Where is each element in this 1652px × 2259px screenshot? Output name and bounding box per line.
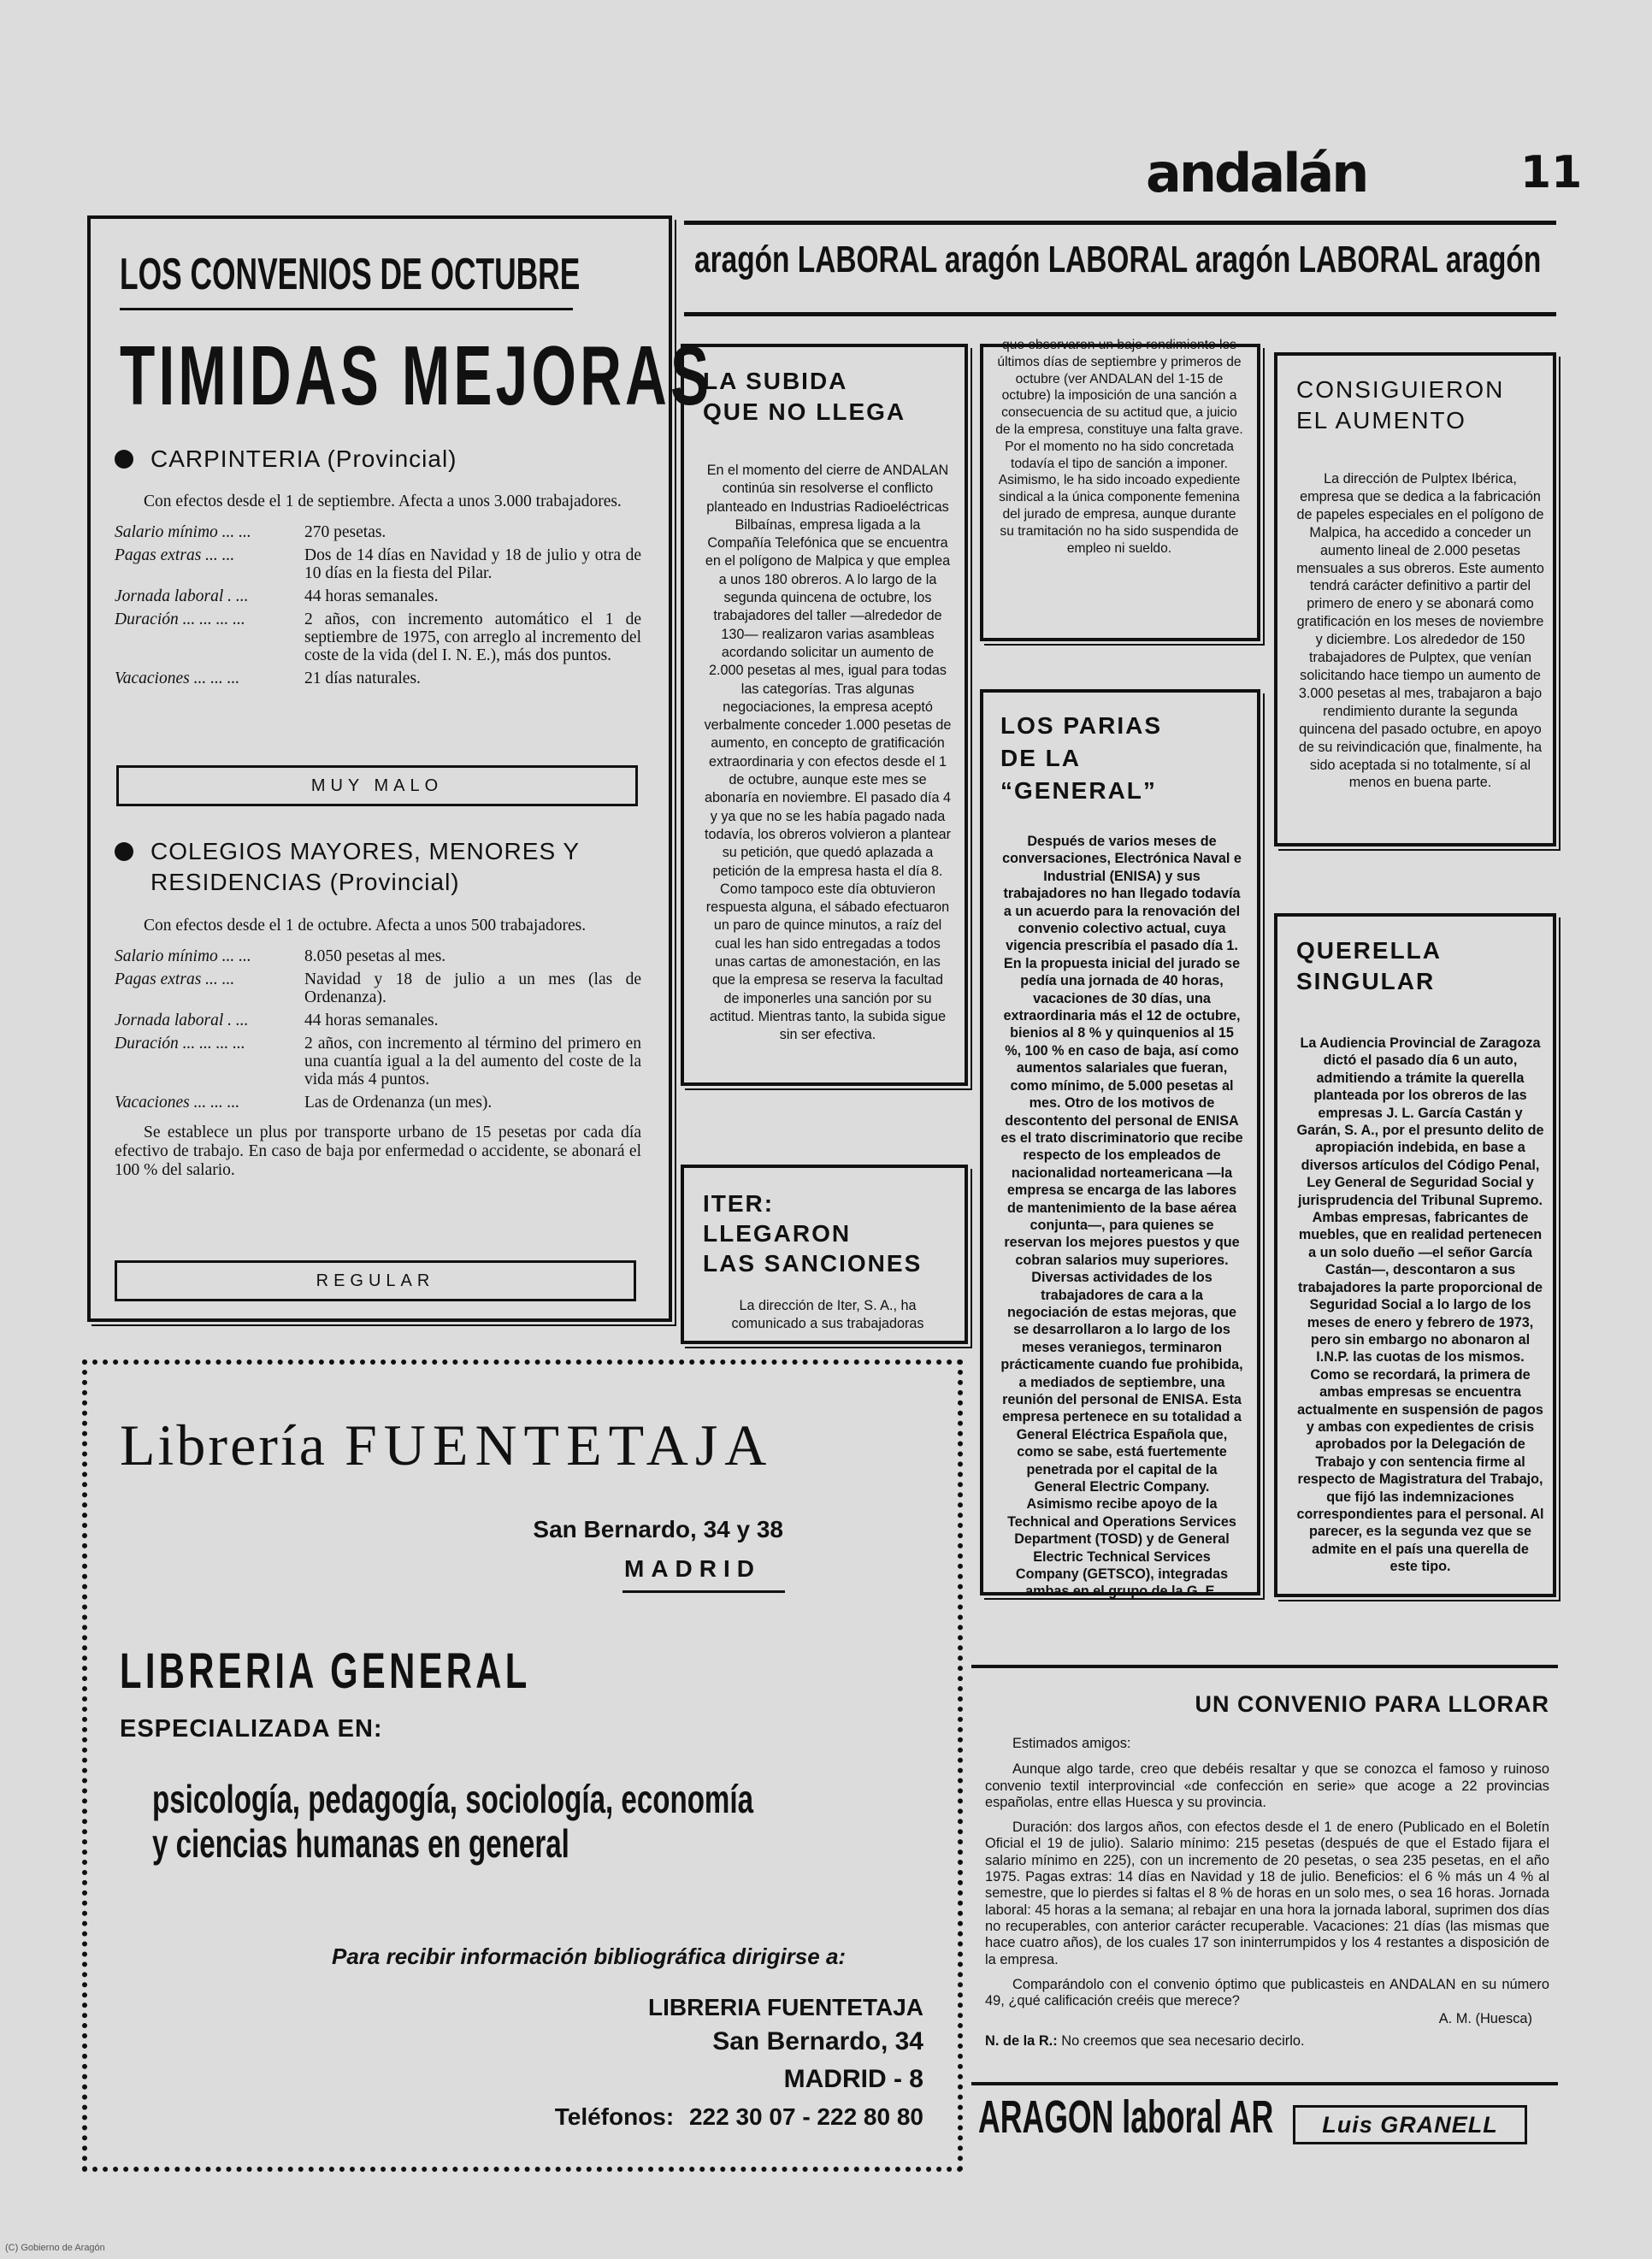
nota-label: N. de la R.: <box>985 2032 1058 2049</box>
row-label: Salario mínimo ... ... <box>115 523 251 541</box>
banner: aragón LABORAL aragón LABORAL aragón LABORAL aragón <box>694 239 1542 280</box>
title-line: DE LA “GENERAL” <box>1000 745 1157 804</box>
verdict-muy-malo: MUY MALO <box>116 765 638 806</box>
section-title-text: CARPINTERIA (Provincial) <box>150 445 457 472</box>
row-value: 21 días naturales. <box>304 669 421 687</box>
iter-title <box>703 1188 953 1278</box>
carta-rule <box>971 1665 1558 1668</box>
row-salario <box>115 947 641 965</box>
phones-label: Teléfonos: <box>554 2103 675 2130</box>
ad-city-underline <box>622 1590 785 1593</box>
kicker-underline <box>120 308 573 310</box>
row-label: Vacaciones ... ... ... <box>115 1094 240 1112</box>
querella-title <box>1296 935 1544 997</box>
row-duracion <box>115 1035 641 1088</box>
masthead-logo: andalán <box>1146 142 1367 204</box>
iter-cont-column <box>995 337 1243 557</box>
row-label: Jornada laboral . ... <box>115 1012 249 1029</box>
ad-general: LIBRERIA GENERAL <box>120 1643 531 1699</box>
subida-body: En el momento del cierre de ANDALAN continúa sin resolverse el conflicto planteado en Industrias Radioeléctricas Bilbaínas, empresa ligada a la Compañía Telefónica que se encuentra en el polígono de Malpica y que emplea a unos 180 obreros. A lo largo de la segunda quincena de octubre, los trabajadores del taller —alrededor de 130— realizaron varias asambleas acordando solicitar un aumento de 2.000 pesetas al mes, igual para todas las categorías. Tras algunas negociaciones, la empresa aceptó verbalmente conceder 1.000 pesetas de aumento, en concepto de gratificación extraordinaria y con efectos desde el 1 de octubre, aunque este mes se abonaría en noviembre. El pasado día 4 y ya que no se les había pagado nada todavía, los obreros volvieron a plantear su petición, que quedó aplazada a petición de la empresa hasta el día 8. Como tampoco este día obtuvieron respuesta alguna, el sábado efectuaron un paro de quince minutos, a raíz del cual les han sido entregadas a todos unas cartas de amonestación, en las que la empresa se reserva la facultad de imponerles una sanción por su actitud. Mientras tanto, la subida sigue sin ser efectiva. <box>704 463 952 1043</box>
section-title <box>115 445 641 474</box>
title-line: ITER: <box>703 1190 775 1217</box>
ad-address: San Bernardo, 34 y 38 <box>533 1516 783 1542</box>
banner-rule-bottom <box>684 312 1556 316</box>
row-label: Jornada laboral . ... <box>115 587 249 605</box>
row-label: Vacaciones ... ... ... <box>115 669 240 687</box>
page-number: 11 <box>1520 147 1583 198</box>
title-line: LA SUBIDA <box>703 368 848 394</box>
carta-title: UN CONVENIO PARA LLORAR <box>1195 1691 1549 1717</box>
consiguieron-body: La dirección de Pulptex Ibérica, empresa que se dedica a la fabricación de papeles especiales en el polígono de Malpica, ha accedido a conceder un aumento lineal de 2.000 pesetas mensuales a sus obreros. Este aumento tendrá carácter definitivo a partir del primero de enero y se abonará como gratificación en los meses de noviembre y diciembre. Los alrededor de 150 trabajadores de Pulptex, que venían solicitando hace tiempo un aumento de 3.000 pesetas al mes, trabajaron a bajo rendimiento durante la segunda quincena del pasado octubre, en apoyo de su reivindicación que, finalmente, ha sido aceptada si no totalmente, sí al menos en buena parte. <box>1296 471 1544 791</box>
iter-body-start: La dirección de Iter, S. A., ha comunicado a sus trabajadoras <box>731 1298 924 1331</box>
parias-body: Después de varios meses de conversaciones, Electrónica Naval e Industrial (ENISA) y sus trabajadores no han llegado todavía a un acuerdo para la renovación del convenio colectivo actual, cuya vigencia prescribía el pasado día 1. En la propuesta inicial del jurado se pedía una jornada de 40 horas, vacaciones de 30 días, una extraordinaria más el 12 de octubre, bienios al 8 % y quinquenios al 15 %, 100 % en caso de baja, así como aumentos salariales que fueran, como mínimo, de 5.000 pesetas al mes. Otro de los motivos de descontento del personal de ENISA es el trato discriminatorio que recibe respecto de los empleados de nacionalidad norteamericana —la empresa se encarga de las labores de mantenimiento de la base aérea conjunta—, para quienes se reservan los mejores puestos y que cobran salarios muy superiores. Diversas actividades de los trabajadores de cara a la negociación de estas mejoras, que se desarrollaron a lo largo de los meses veraniegos, terminaron prácticamente cuando fue prohibida, a mediados de septiembre, una reunión del personal de ENISA. Esta empresa pertenece en su totalidad a General Eléctrica Española que, como se sabe, está fuertemente penetrada por el capital de la General Electric Company. Asimismo recibe apoyo de la Technical and Operations Services Department (TOSD) y de General Electric Technical Services Company (GETSCO), integradas ambas en el grupo de la G. E. <box>1000 834 1243 1600</box>
bullet-icon <box>115 450 133 469</box>
carta-paragraph: Aunque algo tarde, creo que debéis resaltar y que se conozca el famoso y ruinoso convenio textil interprovincial «de confección en serie» que acoge a 22 provincias españolas, entre ellas Huesca y su provincia. <box>985 1761 1549 1810</box>
row-vacaciones <box>115 1094 641 1112</box>
carta-nota <box>985 2033 1549 2050</box>
section-note: Se establece un plus por transporte urbano de 15 pesetas por cada día efectivo de trabajo. En caso de baja por enfermedad o accidente, se abonará el 100 % del salario. <box>115 1124 641 1179</box>
carta-paragraph: Comparándolo con el convenio óptimo que publicasteis en ANDALAN en su número 49, ¿qué calificación creéis que merece? <box>985 1976 1549 2009</box>
convenios-kicker: LOS CONVENIOS DE OCTUBRE <box>120 250 581 299</box>
row-value: 8.050 pesetas al mes. <box>304 947 446 965</box>
title-line: LLEGARON <box>703 1220 852 1247</box>
row-label: Duración ... ... ... ... <box>115 610 245 628</box>
querella-body: La Audiencia Provincial de Zaragoza dictó el pasado día 6 un auto, admitiendo a trámite la querella planteada por los obreros de las empresas J. L. García Castán y Garán, S. A., por el presunto delito de apropiación indebida, en base a diversos artículos del Código Penal, Ley General de Seguridad Social y jurisprudencia del Tribunal Supremo. Ambas empresas, fabricantes de muebles, que en realidad pertenecen a un solo dueño —el señor García Castán—, descontaron a sus trabajadores la parte proporcional de Seguridad Social a lo largo de los meses de enero y febrero de 1973, pero sin embargo no abonaron al I.N.P. las cuotas de los mismos. Como se recordará, la primera de ambas empresas se encuentra actualmente en suspensión de pagos y ambas con expedientes de crisis aprobados por la Delegación de Trabajo y con sentencia firme al respecto de Magistratura del Trabajo, que fijó las indemnizaciones correspondientes para el personal. Al parecer, es la segunda vez que se admite en el país una querella de este tipo. <box>1296 1035 1544 1575</box>
contact-address: San Bernardo, 34 <box>712 2027 923 2056</box>
ad-city: MADRID <box>624 1555 761 1582</box>
ad-name <box>120 1411 773 1479</box>
verdict-regular: REGULAR <box>115 1260 636 1301</box>
row-value: 44 horas semanales. <box>304 587 439 605</box>
section-intro: Con efectos desde el 1 de octubre. Afecta a unos 500 trabajadores. <box>144 917 587 935</box>
title-line: SINGULAR <box>1296 968 1436 994</box>
consiguieron-column <box>1296 375 1544 792</box>
contact-city: MADRID - 8 <box>783 2065 923 2093</box>
footer-rule <box>971 2082 1558 2085</box>
row-jornada <box>115 587 641 605</box>
row-value: Las de Ordenanza (un mes). <box>304 1094 493 1112</box>
carta-body <box>985 1736 1549 2050</box>
row-pagas <box>115 970 641 1006</box>
carta-greeting: Estimados amigos: <box>1012 1736 1131 1751</box>
row-label: Pagas extras ... ... <box>115 970 235 988</box>
carta-signature: A. M. (Huesca) <box>1438 2011 1532 2027</box>
topics-line: psicología, pedagogía, sociología, economía <box>152 1777 754 1821</box>
section-colegios <box>115 836 641 1180</box>
contact-phones <box>479 2098 923 2136</box>
row-label: Duración ... ... ... ... <box>115 1035 245 1053</box>
iter-body-cont: que observaron un bajo rendimiento los últimos días de septiembre y primeros de octubre (ver ANDALAN del 1-15 de octubre) la imposición de una sanción a consecuencia de su actitud que, a juicio de la empresa, constituye una falta grave. Por el momento no ha sido concretada todavía el tipo de sanción a imponer. Asimismo, le ha sido incoado expediente sindical a la única componente femenina del jurado de empresa, aunque durante su tramitación no ha sido suspendida de empleo ni sueldo. <box>995 338 1243 556</box>
row-pagas <box>115 546 641 582</box>
ad-contact <box>479 1992 923 2136</box>
convenios-headline: TIMIDAS MEJORAS <box>120 328 713 422</box>
row-value: 2 años, con incremento automático el 1 de septiembre de 1975, con arreglo al incremento del coste de la vida (del I. N. E.), más dos puntos. <box>304 610 641 664</box>
row-vacaciones <box>115 669 641 687</box>
row-value: 44 horas semanales. <box>304 1012 439 1029</box>
title-line: QUERELLA <box>1296 937 1442 964</box>
row-value: 2 años, con incremento al término del primero en una cuantía igual a la del aumento del coste de la vida más 4 puntos. <box>304 1035 641 1088</box>
nota-text: No creemos que sea necesario decirlo. <box>1061 2032 1305 2049</box>
ad-especializada: ESPECIALIZADA EN: <box>120 1715 383 1743</box>
section-intro: Con efectos desde el 1 de septiembre. Afecta a unos 3.000 trabajadores. <box>144 492 622 510</box>
title-line: LOS PARIAS <box>1000 712 1163 739</box>
banner-rule-top <box>684 221 1556 225</box>
ad-name-part2: FUENTETAJA <box>344 1413 774 1477</box>
image-credit: (C) Gobierno de Aragón <box>5 2243 105 2253</box>
row-duracion <box>115 610 641 664</box>
phones-value: 222 30 07 - 222 80 80 <box>688 2103 923 2130</box>
row-value: Navidad y 18 de julio a un mes (las de Ordenanza). <box>304 970 641 1006</box>
parias-column <box>1000 710 1243 1601</box>
ad-info: Para recibir información bibliográfica dirigirse a: <box>332 1943 847 1969</box>
section-title <box>115 836 641 898</box>
title-line: QUE NO LLEGA <box>703 398 906 425</box>
footer-author: Luis GRANELL <box>1293 2105 1527 2144</box>
footer-section: ARAGON laboral AR <box>978 2091 1274 2143</box>
title-line: LAS SANCIONES <box>703 1250 923 1277</box>
row-value: 270 pesetas. <box>304 523 386 541</box>
row-jornada <box>115 1012 641 1029</box>
row-value: Dos de 14 días en Navidad y 18 de julio y otra de 10 días en la fiesta del Pilar. <box>304 546 641 582</box>
bullet-icon <box>115 842 133 861</box>
contact-name: LIBRERIA FUENTETAJA <box>648 1994 923 2020</box>
parias-title <box>1000 710 1243 807</box>
title-line: CONSIGUIERON <box>1296 376 1505 403</box>
querella-column <box>1296 935 1544 1576</box>
topics-line: y ciencias humanas en general <box>152 1821 569 1866</box>
row-label: Salario mínimo ... ... <box>115 947 251 965</box>
carta-paragraph: Duración: dos largos años, con efectos desde el 1 de enero (Publicado en el Boletín Oficial el 19 de julio). Salario mínimo: 215 pesetas (después de que el Estado fijara el salario mínimo en 225), con un incremento de 20 pesetas, o sea 235 pesetas, en el año 1975. Pagas extras: 14 días en Navidad y 18 de julio. Beneficios: el 6 % más un 4 % al semestre, que lo pierdes si faltas el 8 % de horas en un solo mes, o sea 16 horas. Jornada laboral: 45 horas a la semana; al rebajar en una hora la jornada laboral, suprimen dos días no recuperables, con anterior carácter recuperable. Vacaciones: 21 días (las mismas que hace cuatro años), de los cuales 17 son ininterrumpidos y los 4 restantes a disposición de la empresa. <box>985 1820 1549 1967</box>
iter-column <box>703 1188 953 1332</box>
section-carpinteria <box>115 445 641 687</box>
title-line: EL AUMENTO <box>1296 407 1466 434</box>
row-label: Pagas extras ... ... <box>115 546 235 564</box>
subida-column <box>703 366 953 1045</box>
section-title-text: COLEGIOS MAYORES, MENORES Y RESIDENCIAS (Provincial) <box>150 838 580 895</box>
consiguieron-title <box>1296 375 1544 436</box>
ad-topics <box>152 1777 753 1866</box>
row-salario <box>115 523 641 541</box>
subida-title <box>703 366 953 428</box>
ad-name-part1: Librería <box>120 1413 327 1477</box>
